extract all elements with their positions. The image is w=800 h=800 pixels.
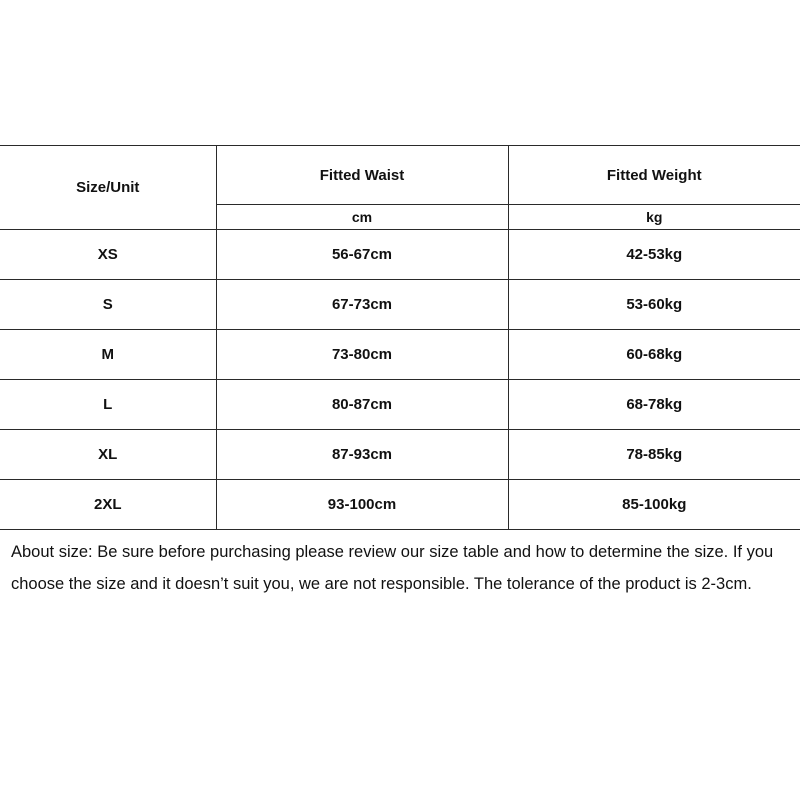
waist-cell: 67-73cm: [216, 280, 508, 330]
size-cell: S: [0, 280, 216, 330]
waist-cell: 93-100cm: [216, 480, 508, 530]
header-waist-unit: cm: [216, 205, 508, 230]
weight-cell: 42-53kg: [508, 230, 800, 280]
weight-cell: 60-68kg: [508, 330, 800, 380]
table-row: [0, 280, 800, 330]
header-fitted-waist: Fitted Waist: [216, 146, 508, 205]
size-cell: 2XL: [0, 480, 216, 530]
waist-cell: 56-67cm: [216, 230, 508, 280]
size-cell: XS: [0, 230, 216, 280]
weight-cell: 68-78kg: [508, 380, 800, 430]
table-row: [0, 430, 800, 480]
header-weight-unit: kg: [508, 205, 800, 230]
size-cell: XL: [0, 430, 216, 480]
table-header-row: [0, 146, 800, 205]
table-row: [0, 230, 800, 280]
waist-cell: 80-87cm: [216, 380, 508, 430]
weight-cell: 85-100kg: [508, 480, 800, 530]
size-cell: M: [0, 330, 216, 380]
header-fitted-weight: Fitted Weight: [508, 146, 800, 205]
size-note-text: About size: Be sure before purchasing please review our size table and how to determine the size. If you choose the size and it doesn’t suit you, we are not responsible. The tolerance of the product is 2-3cm.: [11, 543, 774, 593]
weight-cell: 78-85kg: [508, 430, 800, 480]
table-row: [0, 480, 800, 530]
table-row: [0, 380, 800, 430]
header-size-unit: Size/Unit: [0, 146, 216, 230]
size-table: [0, 145, 800, 530]
size-cell: L: [0, 380, 216, 430]
weight-cell: 53-60kg: [508, 280, 800, 330]
table-row: [0, 330, 800, 380]
waist-cell: 73-80cm: [216, 330, 508, 380]
waist-cell: 87-93cm: [216, 430, 508, 480]
size-note: [11, 537, 797, 600]
